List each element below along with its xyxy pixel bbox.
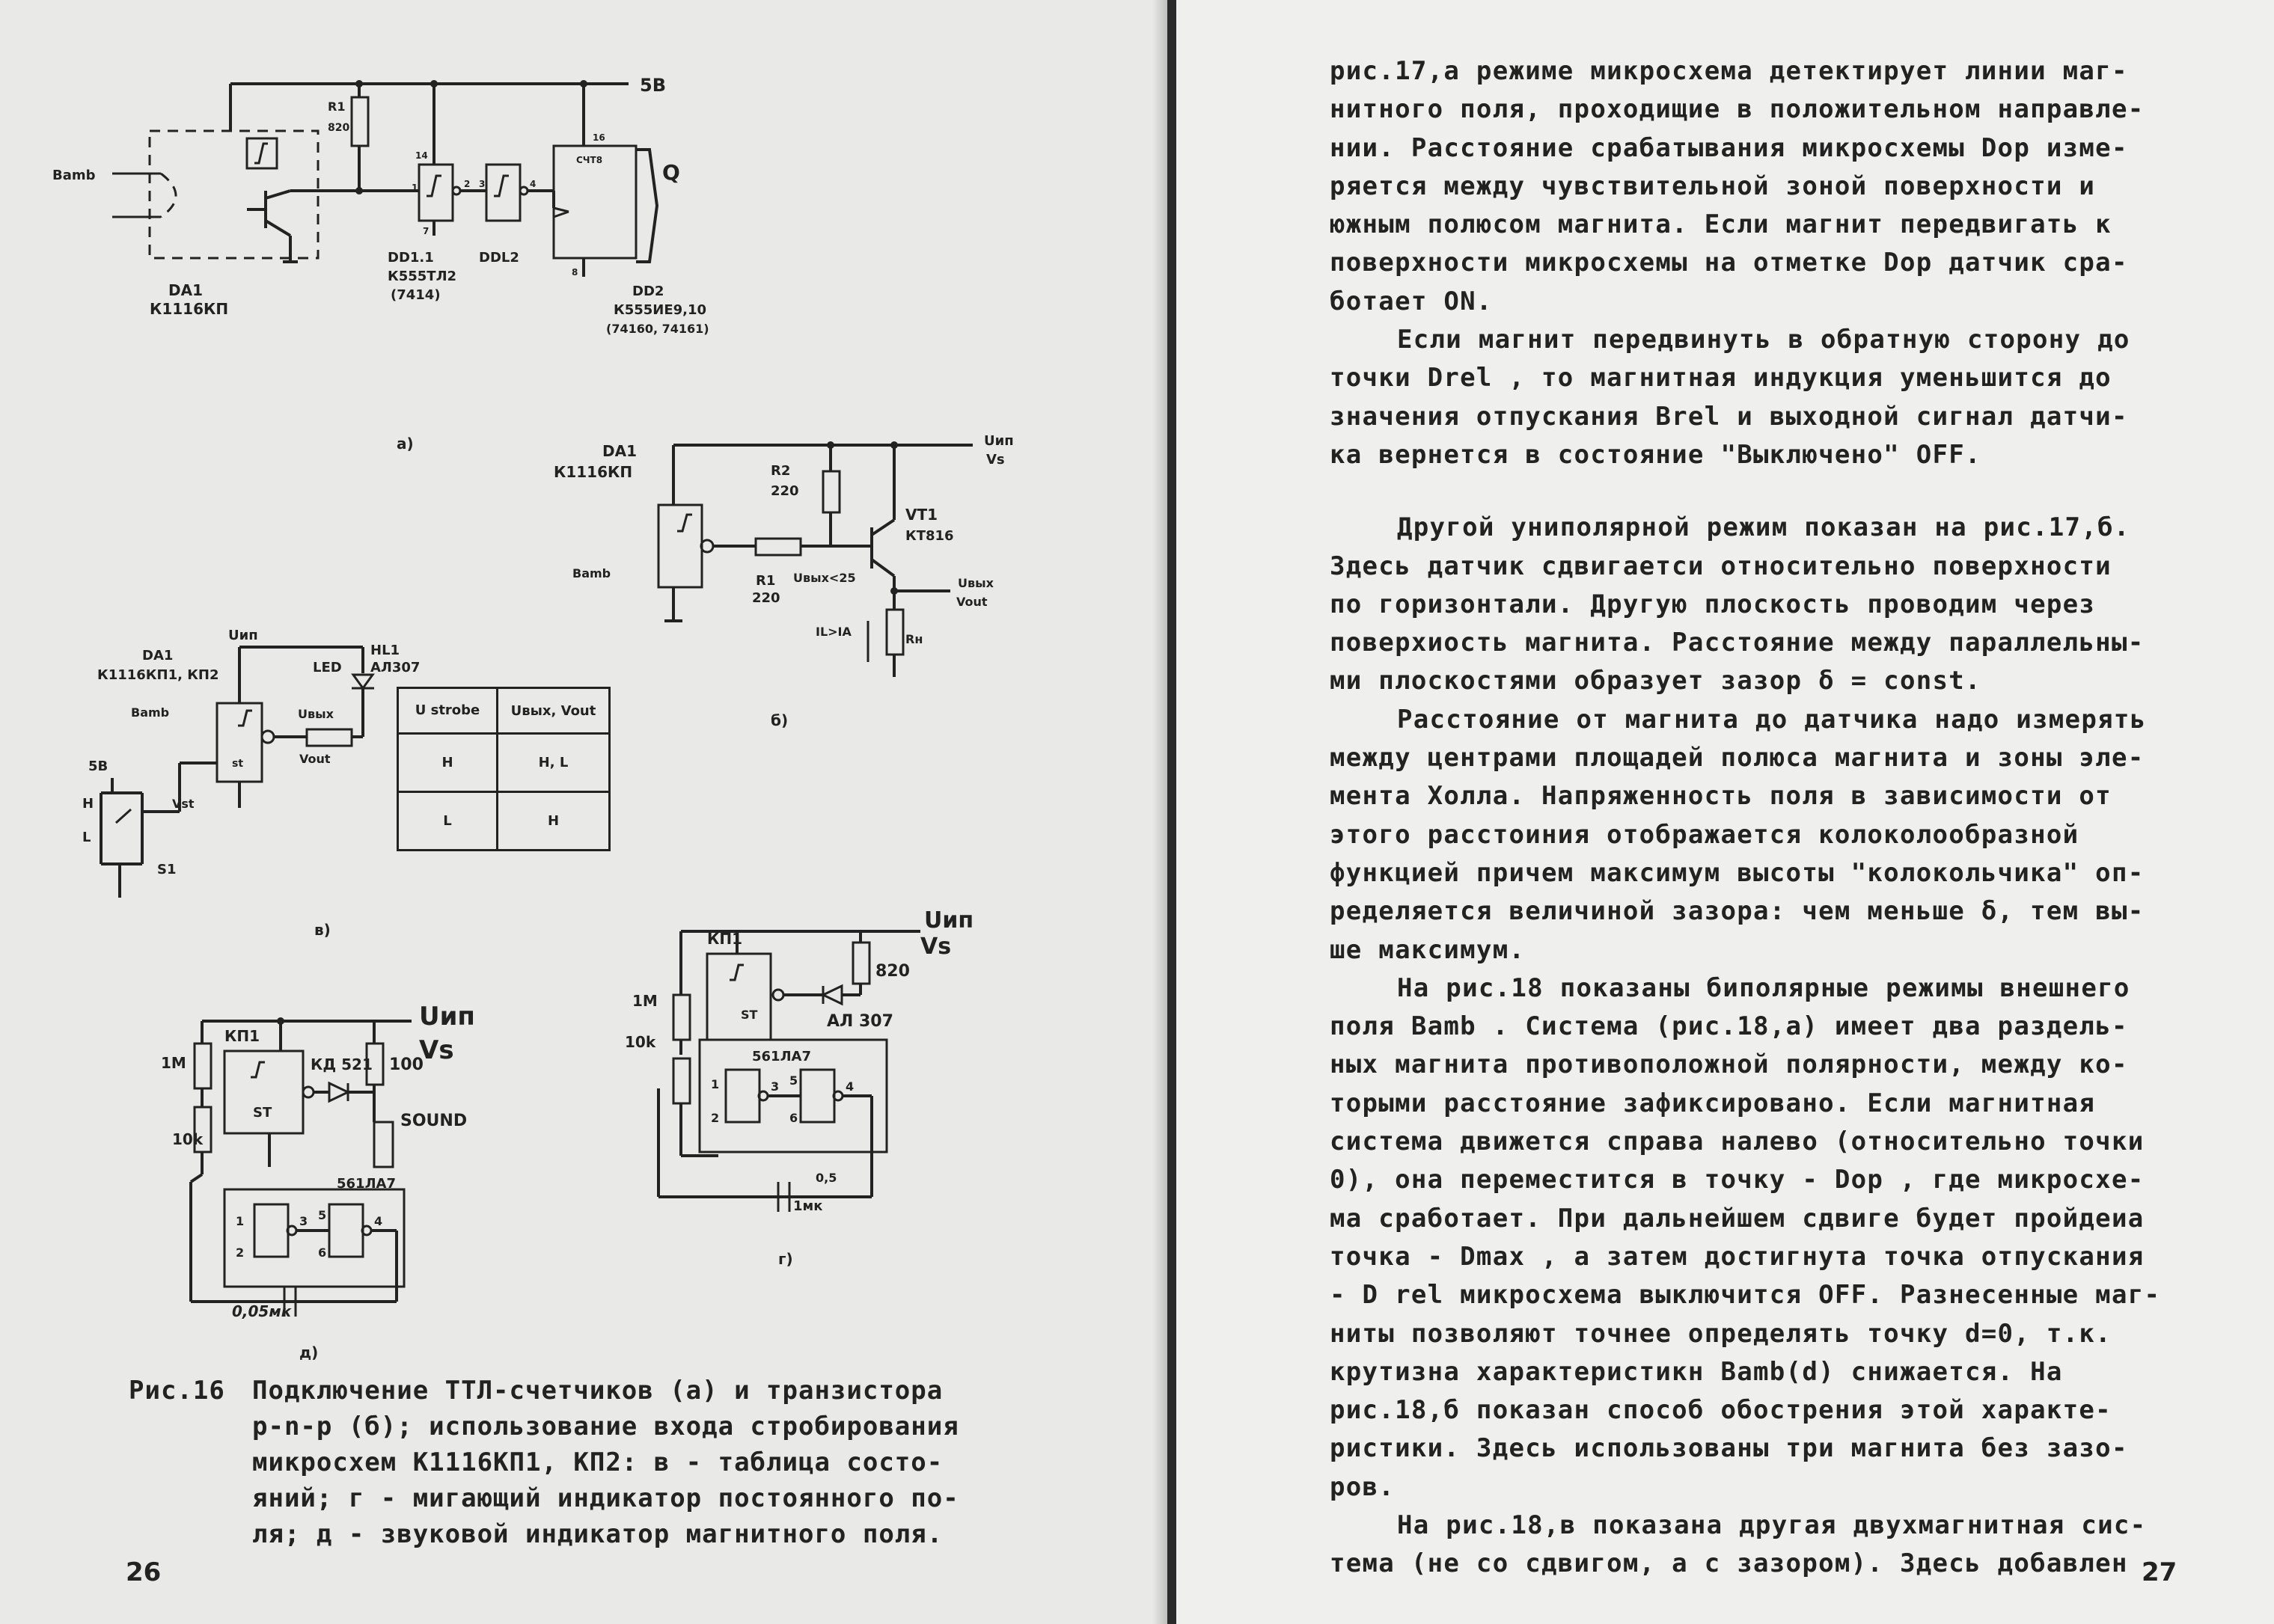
- text-line: между центрами площадей полюса магнита и зоны эле-: [1330, 743, 2145, 773]
- text-line: Расстояние от магнита до датчика надо измерять: [1397, 704, 2147, 735]
- fig-a-dd2-type: К555ИЕ9,10: [614, 302, 707, 318]
- fig-d-c: 0,05мк: [232, 1302, 292, 1320]
- figure-a-circuit: [0, 0, 1167, 479]
- fig-d-pin-4: 4: [374, 1214, 383, 1228]
- fig-b-da1: DA1: [602, 442, 637, 460]
- state-table-header-out: Uвых, Vout: [510, 702, 596, 719]
- text-line: крутизна характеристикн Bamb(d) снижается. На: [1330, 1356, 2063, 1387]
- text-line: система движется справа налево (относительно точки: [1330, 1127, 2145, 1157]
- fig-a-pin-16: 16: [593, 132, 605, 143]
- text-line: поверхиость магнита. Расстояние между параллельны-: [1330, 628, 2145, 658]
- fig-b-supply: Uип: [984, 433, 1014, 449]
- fig-g-kp1: КП1: [707, 930, 743, 948]
- fig-g-pin-3: 3: [771, 1079, 780, 1094]
- fig-a-dd1-type: К555ТЛ2: [388, 269, 457, 284]
- fig-a-pin-14: 14: [415, 150, 428, 161]
- text-line: поверхности микросхемы на отметке Dop датчик сра-: [1330, 248, 2128, 278]
- text-line: На рис.18,в показана другая двухмагнитная сис-: [1397, 1510, 2147, 1540]
- fig-v-hl1: HL1: [370, 643, 400, 658]
- fig-v-da1: DA1: [142, 648, 174, 664]
- fig-b-supply-en: Vs: [986, 452, 1005, 468]
- fig-b-r1-value: 220: [752, 590, 780, 606]
- fig-g-r-10k: 10k: [625, 1033, 656, 1051]
- caption-line: p-n-p (б); использование входа стробирования: [252, 1412, 959, 1441]
- text-line: ботает ON.: [1330, 286, 1493, 316]
- fig-g-label: г): [778, 1250, 793, 1268]
- fig-g-pin-6: 6: [789, 1111, 798, 1125]
- fig-g-led: АЛ 307: [827, 1012, 893, 1031]
- fig-a-r1-value: 820: [328, 122, 350, 134]
- fig-a-dd2-analog: (74160, 74161): [606, 322, 709, 336]
- fig-v-uout: Uвых: [298, 707, 334, 721]
- text-line: ределяется величиной зазора: чем меньше δ, тем вы-: [1330, 896, 2145, 927]
- text-line: 0), она переместится в точку - Dop , где микросхе-: [1330, 1165, 2145, 1195]
- fig-b-r2: R2: [771, 463, 791, 479]
- fig-v-hl1-type: АЛ307: [370, 660, 421, 675]
- fig-d-r-10k: 10k: [172, 1130, 204, 1148]
- text-line: нитного поля, проходищие в положительном направле-: [1330, 94, 2145, 125]
- fig-d-supply-en: Vs: [419, 1035, 454, 1065]
- text-line: ше максимум.: [1330, 934, 1526, 965]
- fig-g-chip: 561ЛА7: [752, 1049, 811, 1064]
- text-line: южным полюсом магнита. Если магнит передвигать к: [1330, 209, 2112, 240]
- fig-a-output: Q: [662, 160, 680, 185]
- fig-v-vst: Vst: [172, 797, 195, 811]
- text-line: ряется между чувствительной зоной поверхности и: [1330, 171, 2096, 201]
- paragraph-5: [1330, 969, 2258, 1507]
- gutter-shadow: [1152, 0, 1167, 1624]
- paragraph-2: [1330, 321, 2258, 474]
- fig-a-dd1: DD1.1: [388, 250, 434, 266]
- fig-a-pin-3: 3: [479, 179, 486, 189]
- fig-d-supply: Uип: [419, 1002, 475, 1032]
- fig-g-c: 0,5: [816, 1171, 837, 1185]
- caption-line: Подключение ТТЛ-счетчиков (а) и транзистора: [252, 1376, 944, 1406]
- state-table-cell: H: [547, 813, 560, 829]
- fig-a-pin-2: 2: [464, 179, 471, 189]
- fig-g-r-1m: 1М: [632, 992, 658, 1010]
- fig-d-st: ST: [253, 1105, 272, 1121]
- fig-a-da1-type: К1116КП: [150, 300, 229, 318]
- fig-b-uout: Uвых: [958, 576, 994, 590]
- fig-g-st: ST: [741, 1008, 758, 1022]
- text-line: торыми расстояние зафиксировано. Если магнитная: [1330, 1088, 2096, 1118]
- fig-b-vt1: VT1: [905, 506, 938, 524]
- caption-line: ля; д - звуковой индикатор магнитного поля.: [252, 1519, 944, 1549]
- text-line: ка вернется в состояние "Выключено" OFF.: [1330, 439, 1981, 470]
- text-line: ниты позволяют точнее определять точку d=0, т.к.: [1330, 1318, 2112, 1349]
- fig-v-s1: S1: [157, 862, 177, 877]
- fig-d-kp1: КП1: [224, 1027, 260, 1045]
- paragraph-1: [1330, 52, 2258, 321]
- state-table-cell: H, L: [538, 755, 569, 770]
- fig-a-dd1-analog: (7414): [391, 287, 441, 303]
- text-line: по горизонтали. Другую плоскость проводим через: [1330, 589, 2096, 619]
- fig-d-r-100: 100: [389, 1055, 424, 1074]
- text-line: рис.17,а режиме микросхема детектирует линии маг-: [1330, 56, 2128, 86]
- text-line: Если магнит передвинуть в обратную сторону до: [1397, 325, 2130, 355]
- paragraph-6: [1330, 1507, 2258, 1584]
- fig-d-pin-1: 1: [236, 1214, 245, 1228]
- fig-d-pin-5: 5: [318, 1208, 327, 1222]
- fig-v-label: в): [314, 921, 331, 939]
- fig-g-pin-2: 2: [711, 1111, 720, 1125]
- fig-b-rh: Rн: [905, 632, 923, 646]
- paragraph-3: [1330, 509, 2258, 700]
- fig-b-label: б): [771, 711, 789, 729]
- fig-a-dd2: DD2: [632, 284, 664, 299]
- text-line: этого расстоиния отображается колоколообразной: [1330, 819, 2079, 850]
- fig-a-input: Bamb: [52, 168, 96, 183]
- fig-b-input: Bamb: [572, 566, 611, 580]
- text-line: мента Холла. Напряженность поля в зависимости от: [1330, 781, 2112, 812]
- fig-a-supply: 5В: [640, 75, 666, 96]
- caption-line: микросхем К1116КП1, КП2: в - таблица состо-: [252, 1447, 944, 1477]
- fig-v-vout: Vout: [299, 752, 331, 766]
- text-line: нии. Расстояние срабатывания микросхемы Dop изме-: [1330, 132, 2128, 163]
- text-line: тема (не со сдвигом, а с зазором). Здесь добавлен: [1330, 1548, 2128, 1579]
- fig-v-da1-type: К1116КП1, КП2: [97, 667, 219, 683]
- fig-v-st: st: [232, 758, 244, 770]
- text-line: Другой униполярной режим показан на рис.17,б.: [1397, 512, 2130, 543]
- fig-g-c-value: 1мк: [793, 1198, 823, 1214]
- text-line: Здесь датчик сдвигаетси относительно поверхности: [1330, 551, 2112, 581]
- text-line: ма сработает. При дальнейшем сдвиге будет пройдеиа: [1330, 1203, 2145, 1234]
- state-table: [397, 687, 611, 851]
- fig-d-pin-2: 2: [236, 1245, 245, 1260]
- fig-a-pin-1: 1: [412, 183, 418, 193]
- fig-g-r-820: 820: [875, 962, 910, 981]
- fig-d-label: д): [299, 1343, 319, 1361]
- text-line: поля Bamb . Система (рис.18,а) имеет два раздель-: [1330, 1011, 2128, 1042]
- fig-v-h: H: [82, 796, 94, 812]
- fig-d-chip: 561ЛА7: [337, 1176, 396, 1192]
- fig-a-r1: R1: [328, 99, 346, 114]
- text-line: ров.: [1330, 1471, 1396, 1502]
- fig-g-pin-4: 4: [846, 1079, 855, 1094]
- fig-b-r2-value: 220: [771, 483, 799, 499]
- fig-a-counter: СЧТ8: [576, 155, 603, 165]
- text-line: На рис.18 показаны биполярные режимы внешнего: [1397, 972, 2130, 1003]
- caption-label: Рис.16: [129, 1376, 225, 1406]
- fig-g-supply: Uип: [924, 907, 974, 934]
- text-line: рис.18,б показан способ обострения этой характе-: [1330, 1395, 2112, 1426]
- text-line: точки Drel , то магнитная индукция уменьшится до: [1330, 363, 2112, 393]
- paragraph-4: [1330, 701, 2258, 969]
- fig-g-pin-5: 5: [789, 1073, 798, 1088]
- text-line: ристики. Здесь использованы три магнита без зазо-: [1330, 1433, 2128, 1464]
- state-table-cell: H: [399, 735, 498, 791]
- text-line: значения отпускания Brel и выходной сигнал датчи-: [1330, 401, 2128, 432]
- state-table-header-strobe: U strobe: [399, 689, 498, 732]
- text-line: - D rel микросхема выключится OFF. Разнесенные маг-: [1330, 1280, 2161, 1311]
- fig-g-supply-en: Vs: [920, 934, 952, 960]
- fig-b-r1: R1: [756, 573, 776, 589]
- fig-d-pin-3: 3: [299, 1214, 308, 1228]
- fig-v-led: LED: [313, 660, 342, 675]
- text-line: функцией причем максимум высоты "колокольчика" оп-: [1330, 857, 2145, 888]
- text-line: ми плоскостями образует зазор δ = const.: [1330, 666, 1981, 696]
- fig-a-pin-4: 4: [530, 179, 537, 189]
- fig-v-supply: Uип: [228, 628, 258, 643]
- text-line: ных магнита противоположной полярности, между ко-: [1330, 1050, 2128, 1080]
- fig-g-pin-1: 1: [711, 1077, 720, 1091]
- page-number-left: 26: [126, 1557, 162, 1587]
- caption-line: яний; г - мигающий индикатор постоянного по-: [252, 1483, 959, 1513]
- fig-b-ubx: Uвых<25: [793, 571, 856, 585]
- figure-caption: [129, 1373, 1027, 1552]
- fig-a-dd1-2: DDL2: [479, 250, 519, 266]
- fig-a-da1: DA1: [168, 281, 203, 299]
- book-gutter: [1167, 0, 1176, 1624]
- fig-d-sound: SOUND: [400, 1112, 468, 1130]
- figure-d-circuit: [0, 987, 1167, 1361]
- text-line: точка - Dmax , а затем достигнута точка отпускания: [1330, 1241, 2145, 1272]
- fig-d-pin-6: 6: [318, 1245, 327, 1260]
- fig-v-supply2: 5В: [88, 759, 108, 774]
- right-page: [1176, 0, 2274, 1624]
- fig-a-pin-7: 7: [423, 226, 430, 236]
- fig-v-l: L: [82, 830, 91, 845]
- body-text: [1330, 52, 2258, 1584]
- page-number-right: 27: [2142, 1557, 2177, 1587]
- fig-b-il: IL>IA: [816, 625, 852, 639]
- fig-b-da1-type: К1116КП: [554, 463, 633, 481]
- fig-a-label: а): [397, 435, 414, 453]
- state-table-cell: L: [399, 793, 498, 849]
- fig-a-pin-8: 8: [572, 267, 578, 278]
- fig-b-vout: Vout: [956, 595, 988, 609]
- fig-d-r-1m: 1М: [161, 1054, 186, 1072]
- fig-v-input: Bamb: [131, 705, 170, 720]
- fig-d-diode: КД 521: [311, 1055, 373, 1073]
- fig-b-vt1-type: КТ816: [905, 528, 954, 544]
